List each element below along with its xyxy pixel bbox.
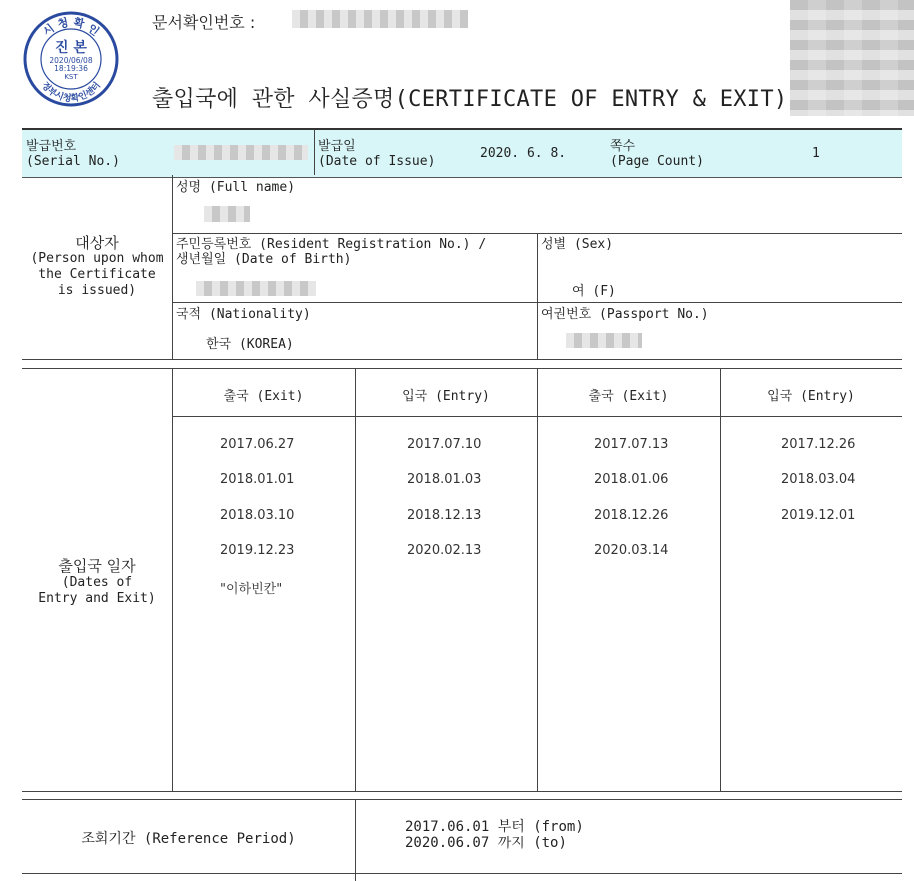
serial-number-redacted — [174, 145, 308, 160]
col-header-exit-2: 출국 (Exit) — [588, 389, 669, 404]
date-cell: 2017.07.10 — [407, 437, 482, 452]
sex-label: 성별 (Sex) — [541, 237, 614, 252]
full-name-redacted — [204, 206, 250, 222]
issue-date: 2020. 6. 8. — [480, 146, 567, 161]
date-cell: 2017.06.27 — [220, 437, 295, 452]
doc-confirm-number-redacted — [292, 10, 468, 28]
date-cell: 2018.01.03 — [407, 472, 482, 487]
col-header-entry-2: 입국 (Entry) — [767, 389, 855, 404]
stamp-bottom-text: 정부시청확인센터 — [39, 80, 103, 105]
date-cell: 2020.03.14 — [594, 543, 669, 558]
qr-code-redacted — [790, 0, 914, 116]
page-count: 1 — [812, 146, 820, 161]
issue-label-en: (Date of Issue) — [318, 154, 436, 169]
col-header-exit-1: 출국 (Exit) — [223, 389, 304, 404]
authenticity-stamp — [22, 10, 120, 108]
date-cell: 2020.02.13 — [407, 543, 482, 558]
serial-label-ko: 발급번호 — [26, 139, 77, 154]
reference-to-clip — [405, 836, 705, 850]
page-label-ko: 쪽수 — [610, 139, 636, 154]
nationality-label: 국적 (Nationality) — [176, 307, 311, 322]
stamp-main: 진 본 — [55, 40, 87, 56]
date-cell: 2019.12.23 — [220, 543, 295, 558]
date-cell: 2018.01.01 — [220, 472, 295, 487]
stamp-time: 18:19:36 — [54, 64, 88, 73]
page-label-en: (Page Count) — [610, 154, 704, 169]
info-bar — [22, 128, 902, 178]
stamp-date: 2020/06/08 — [49, 56, 93, 65]
reference-from: 2017.06.01 부터 (from) — [405, 819, 584, 835]
rrn-label-line1: 주민등록번호 (Resident Registration No.) / — [176, 237, 487, 252]
date-cell: 2017.07.13 — [594, 437, 669, 452]
stamp-tz: KST — [64, 73, 78, 81]
sex-value: 여 (F) — [572, 284, 616, 299]
date-cell: 2018.12.26 — [594, 508, 669, 523]
issue-label-ko: 발급일 — [318, 139, 356, 154]
page-title: 출입국에 관한 사실증명(CERTIFICATE OF ENTRY & EXIT) — [152, 87, 788, 112]
date-cell: 2018.01.06 — [594, 472, 669, 487]
dates-section-label: 출입국 일자 (Dates of Entry and Exit) — [38, 557, 156, 606]
passport-label: 여권번호 (Passport No.) — [541, 307, 709, 322]
rrn-label-line2: 생년월일 (Date of Birth) — [176, 252, 352, 267]
person-section-label: 대상자 (Person upon whom the Certificate is issued) — [30, 234, 164, 298]
date-cell: 2018.12.13 — [407, 508, 482, 523]
doc-confirm-label: 문서확인번호 : — [152, 13, 256, 32]
blank-below-note: "이하빈칸" — [220, 582, 283, 597]
date-cell: 2018.03.04 — [781, 472, 856, 487]
passport-number-redacted — [566, 333, 642, 348]
stamp-top-text: 시 청 확 인 — [40, 15, 102, 39]
nationality-value: 한국 (KOREA) — [206, 337, 294, 352]
date-cell: 2017.12.26 — [781, 437, 856, 452]
col-header-entry-1: 입국 (Entry) — [402, 389, 490, 404]
rrn-redacted — [196, 281, 316, 296]
full-name-label: 성명 (Full name) — [176, 180, 296, 195]
reference-period-label: 조회기간 (Reference Period) — [81, 831, 296, 847]
date-cell: 2019.12.01 — [781, 508, 856, 523]
serial-label-en: (Serial No.) — [26, 154, 120, 169]
reference-to: 2020.06.07 까지 (to) — [405, 836, 567, 850]
date-cell: 2018.03.10 — [220, 508, 295, 523]
